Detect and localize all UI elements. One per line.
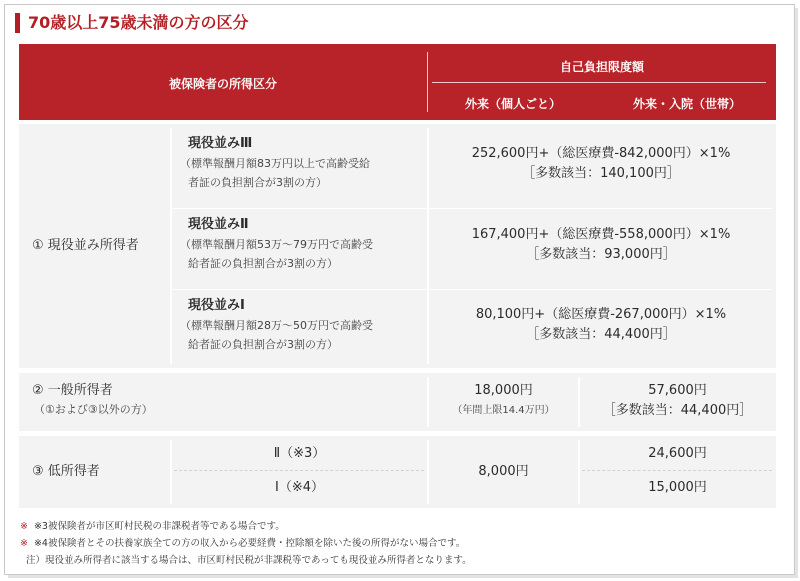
tei-outpatient: 8,000円 bbox=[478, 464, 529, 479]
row-divider bbox=[172, 208, 772, 209]
limit-formula: 252,600円+（総医療費-842,000円）×1% bbox=[471, 146, 731, 161]
frame-shadow bbox=[795, 8, 798, 578]
sub-category-desc: 者証の負担割合が3割の方） bbox=[188, 176, 327, 189]
column-divider bbox=[578, 377, 580, 427]
genneki-label: ① 現役並み所得者 bbox=[32, 238, 139, 253]
row-divider bbox=[582, 470, 772, 471]
limit-multiple: ［多数該当：44,400円］ bbox=[526, 327, 676, 342]
title-accent-bar bbox=[15, 13, 20, 33]
ippan-outpatient: 18,000円 bbox=[474, 383, 533, 398]
page-title: 70歳以上75歳未満の方の区分 bbox=[28, 13, 249, 32]
ippan-household-multiple: ［多数該当：44,400円］ bbox=[602, 403, 753, 418]
column-divider bbox=[427, 377, 429, 427]
row-divider bbox=[172, 289, 772, 290]
column-divider bbox=[578, 440, 580, 504]
tei-sub2-name: Ⅱ（※3） bbox=[273, 446, 326, 461]
tei-sub1-name: Ⅰ（※4） bbox=[275, 480, 324, 495]
frame-shadow bbox=[8, 575, 798, 578]
sub-category-desc: （標準報酬月額28万〜50万円で高齢受 bbox=[180, 319, 373, 332]
ippan-outpatient-note: （年間上限14.4万円） bbox=[452, 405, 555, 416]
ippan-household: 57,600円 bbox=[648, 383, 707, 398]
sub-category-name: 現役並みⅢ bbox=[188, 136, 253, 151]
sub-category-desc: （標準報酬月額83万円以上で高齢受給 bbox=[180, 157, 370, 170]
tei-household1: 15,000円 bbox=[648, 480, 707, 495]
tei-household2: 24,600円 bbox=[648, 446, 707, 461]
sub-category-desc: （標準報酬月額53万〜79万円で高齢受 bbox=[180, 238, 373, 251]
column-divider bbox=[170, 440, 172, 504]
limit-multiple: ［多数該当：140,100円］ bbox=[522, 166, 680, 181]
footnote: ※ ※3被保険者が市区町村民税の非課税者等である場合です。 bbox=[20, 521, 285, 532]
limit-formula: 80,100円+（総医療費-267,000円）×1% bbox=[475, 307, 727, 322]
limit-multiple: ［多数該当：93,000円］ bbox=[526, 247, 676, 262]
column-divider bbox=[427, 440, 429, 504]
ippan-label: ② 一般所得者 bbox=[32, 383, 113, 398]
header-income-category: 被保険者の所得区分 bbox=[168, 77, 277, 91]
header-limit: 自己負担限度額 bbox=[559, 60, 644, 74]
header-outpatient-inpatient-household: 外来・入院（世帯） bbox=[632, 97, 741, 111]
footnote: 注）現役並み所得者に該当する場合は、市区町村民税が非課税等であっても現役並み所得者となります。 bbox=[26, 555, 472, 566]
ippan-sub: （①および③以外の方） bbox=[34, 403, 153, 416]
header-outpatient-individual: 外来（個人ごと） bbox=[464, 97, 561, 111]
sub-category-name: 現役並みⅠ bbox=[188, 298, 245, 313]
column-divider bbox=[427, 128, 429, 364]
limit-formula: 167,400円+（総医療費-558,000円）×1% bbox=[471, 227, 731, 242]
sub-category-name: 現役並みⅡ bbox=[188, 217, 249, 232]
sub-category-desc: 給者証の負担割合が3割の方） bbox=[188, 257, 338, 270]
row-divider bbox=[174, 470, 424, 471]
column-divider bbox=[170, 128, 172, 364]
tei-label: ③ 低所得者 bbox=[32, 464, 100, 479]
header-divider bbox=[432, 82, 766, 83]
sub-category-desc: 給者証の負担割合が3割の方） bbox=[188, 338, 338, 351]
footnote: ※ ※4被保険者とその扶養家族全ての方の収入から必要経費・控除額を除いた後の所得がない場合です。 bbox=[20, 538, 466, 549]
